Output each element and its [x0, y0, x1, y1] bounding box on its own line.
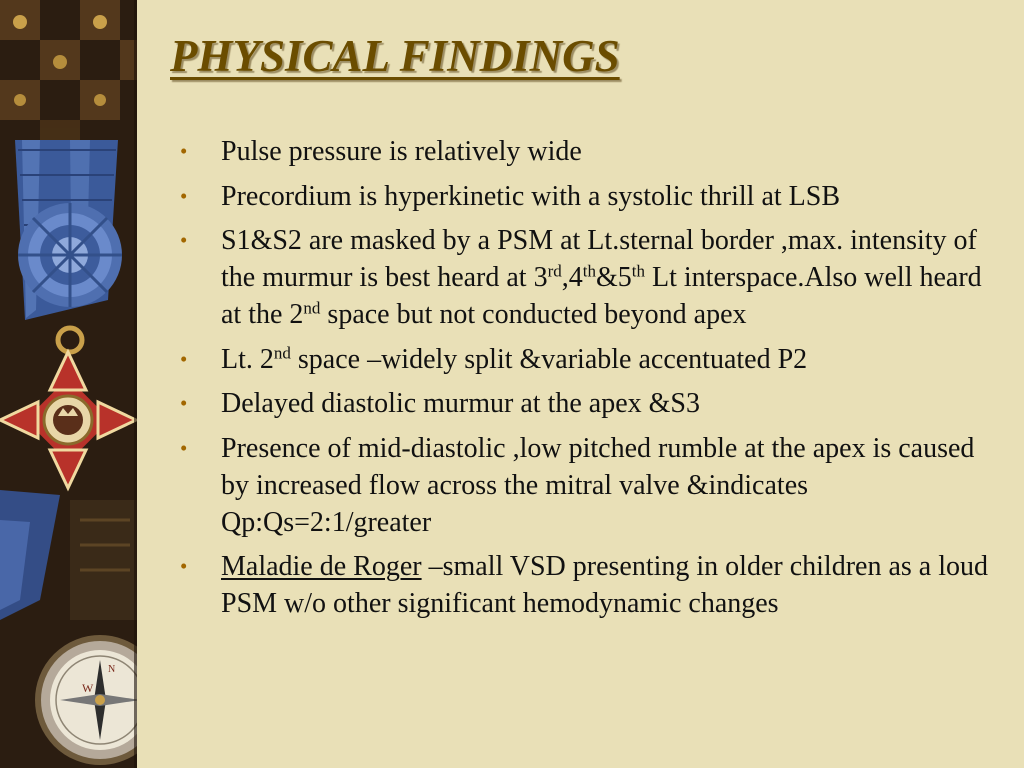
- bullet-text: S1&S2 are masked by a PSM at Lt.sternal border ,max. intensity of the murmur is best heard at 3: [221, 225, 977, 293]
- bullet-icon: •: [180, 346, 188, 371]
- list-item: [178, 222, 1008, 333]
- superscript: th: [582, 261, 596, 281]
- bullet-text: ,4: [561, 262, 583, 293]
- bullet-text: space but not conducted beyond apex: [320, 299, 747, 330]
- superscript: th: [631, 261, 646, 281]
- bullet-text: Precordium is hyperkinetic with a systolic thrill at LSB: [221, 180, 841, 212]
- superscript: nd: [273, 343, 291, 363]
- list-item: [178, 178, 1008, 215]
- svg-text:W: W: [82, 681, 94, 695]
- bullet-text: –small VSD presenting in older children as a loud PSM w/o other significant hemodynamic changes: [221, 551, 988, 619]
- list-item: [178, 341, 1008, 378]
- list-item: [178, 133, 1008, 170]
- bullet-icon: •: [180, 139, 188, 163]
- bullet-icon: •: [180, 391, 188, 415]
- superscript: nd: [303, 298, 321, 318]
- list-item: [178, 385, 1008, 422]
- bullet-list: [178, 133, 1008, 630]
- superscript: rd: [547, 261, 562, 281]
- bullet-icon: •: [180, 183, 188, 208]
- bullet-text: Lt. 2: [221, 343, 274, 375]
- bullet-text: &5: [596, 262, 632, 293]
- list-item: [178, 430, 1008, 541]
- maladie-de-roger-link[interactable]: Maladie de Roger: [221, 551, 422, 582]
- svg-text:N: N: [108, 664, 116, 675]
- list-item: [178, 548, 1008, 622]
- bullet-text: Presence of mid-diastolic ,low pitched rumble at the apex is caused by increased flow across the mitral valve &indicates Qp:Qs=2:1/greater: [221, 432, 975, 538]
- bullet-text: Delayed diastolic murmur at the apex &S3: [221, 388, 700, 419]
- bullet-icon: •: [180, 228, 188, 252]
- bullet-text: space –widely split &variable accentuated P2: [290, 343, 808, 375]
- bullet-text: Lt interspace.Also well heard at the 2: [221, 262, 982, 330]
- bullet-icon: •: [180, 435, 188, 460]
- bullet-icon: •: [180, 554, 188, 578]
- decorative-medal-image: [0, 0, 137, 768]
- medal-collage-illustration: [0, 0, 137, 768]
- bullet-text: Pulse pressure is relatively wide: [221, 136, 582, 167]
- page-title: PHYSICAL FINDINGS: [170, 31, 620, 81]
